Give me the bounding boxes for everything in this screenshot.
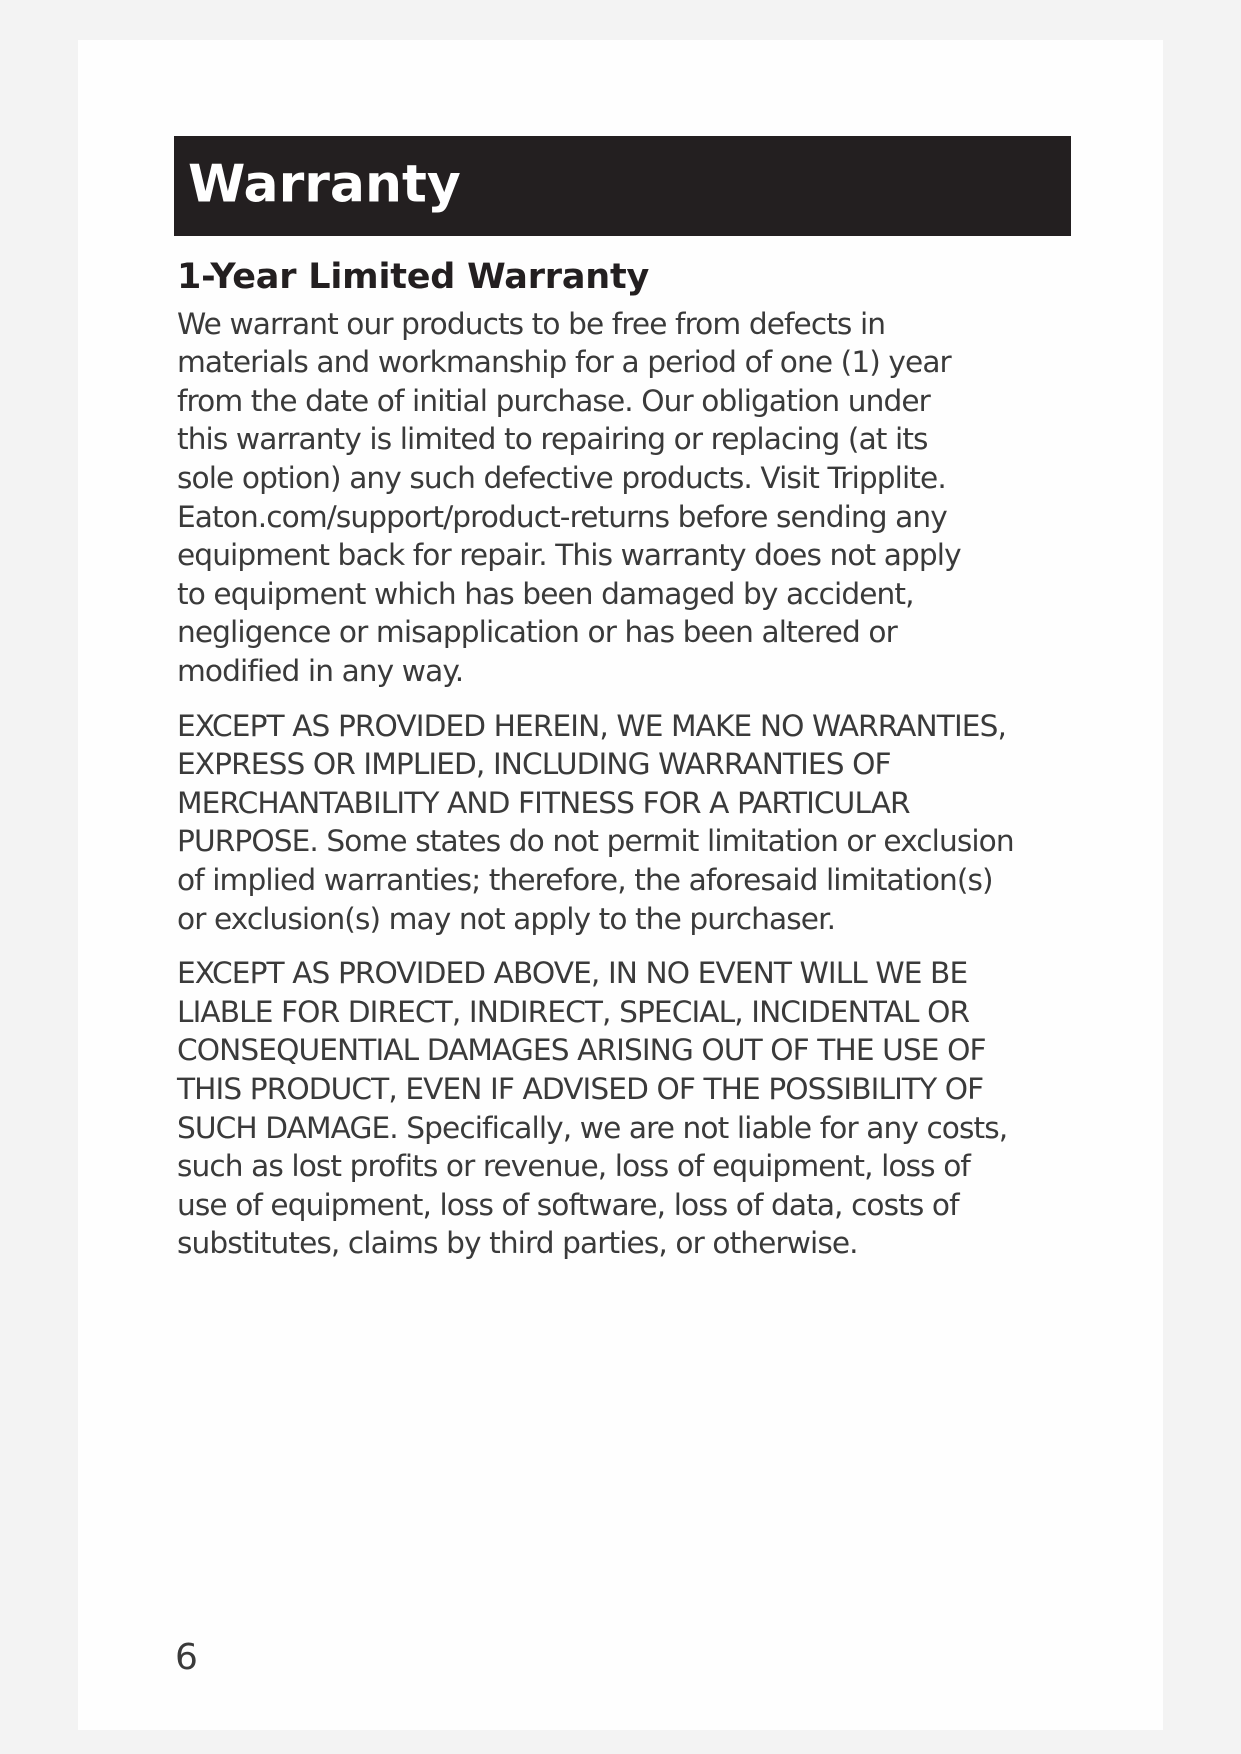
- disclaimer-paragraph: [177, 707, 1077, 939]
- text-line: LIABLE FOR DIRECT, INDIRECT, SPECIAL, INCIDENTAL OR: [177, 994, 970, 1029]
- text-line: equipment back for repair. This warranty does not apply: [177, 538, 961, 573]
- text-line: of implied warranties; therefore, the aforesaid limitation(s): [177, 863, 993, 897]
- warranty-section: [177, 256, 1077, 1279]
- text-line: THIS PRODUCT, EVEN IF ADVISED OF THE POSSIBILITY OF: [177, 1071, 984, 1106]
- text-line: EXPRESS OR IMPLIED, INCLUDING WARRANTIES OF: [177, 747, 891, 782]
- liability-paragraph: [177, 954, 1077, 1263]
- text-line: substitutes, claims by third parties, or otherwise.: [177, 1226, 858, 1261]
- text-line: modified in any way.: [177, 654, 464, 689]
- section-title-bar: [174, 136, 1071, 236]
- section-heading: 1-Year Limited Warranty: [177, 257, 650, 297]
- text-line: to equipment which has been damaged by accident,: [177, 576, 914, 611]
- text-line: SUCH DAMAGE. Specifically, we are not liable for any costs,: [177, 1110, 1008, 1145]
- warranty-paragraph: [177, 305, 1077, 691]
- text-line: use of equipment, loss of software, loss of data, costs of: [177, 1187, 959, 1222]
- page-title: Warranty: [188, 154, 461, 215]
- text-line: materials and workmanship for a period of one (1) year: [177, 345, 951, 380]
- text-line: CONSEQUENTIAL DAMAGES ARISING OUT OF THE USE OF: [177, 1033, 986, 1068]
- text-line: PURPOSE. Some states do not permit limitation or exclusion: [177, 824, 1014, 859]
- text-line: MERCHANTABILITY AND FITNESS FOR A PARTICULAR: [177, 785, 910, 820]
- text-line: or exclusion(s) may not apply to the purchaser.: [177, 901, 836, 936]
- text-line: Eaton.com/support/product-returns before sending any: [177, 499, 947, 534]
- text-line: EXCEPT AS PROVIDED HEREIN, WE MAKE NO WARRANTIES,: [177, 708, 1006, 743]
- text-line: sole option) any such defective products. Visit Tripplite.: [177, 461, 946, 496]
- text-line: EXCEPT AS PROVIDED ABOVE, IN NO EVENT WILL WE BE: [177, 956, 968, 991]
- text-line: from the date of initial purchase. Our obligation under: [177, 383, 930, 418]
- page-number: 6: [175, 1637, 198, 1678]
- text-line: this warranty is limited to repairing or replacing (at its: [177, 422, 928, 457]
- text-line: such as lost profits or revenue, loss of equipment, loss of: [177, 1149, 970, 1184]
- text-line: We warrant our products to be free from defects in: [177, 306, 886, 341]
- text-line: negligence or misapplication or has been altered or: [177, 615, 897, 650]
